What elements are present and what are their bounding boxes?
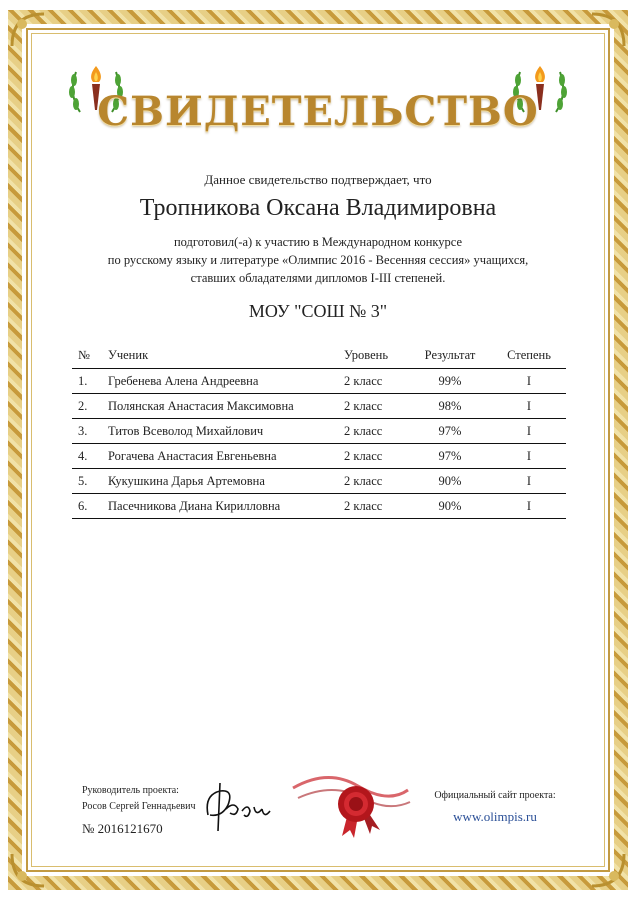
leader-name: Росов Сергей Геннадьевич [82,801,196,812]
row-degree: I [492,394,566,419]
certificate-intro: Данное свидетельство подтверждает, что [204,172,432,187]
row-student: Титов Всеволод Михайлович [106,419,342,444]
row-level: 2 класс [342,444,408,469]
certificate-description [60,233,576,287]
row-num: 2. [72,394,106,419]
site-block [430,787,560,828]
row-degree: I [492,419,566,444]
description-line: подготовил(-а) к участию в Международном конкурсе [173,235,463,249]
row-num: 4. [72,444,106,469]
site-link[interactable]: www.olimpis.ru [453,809,537,824]
row-result: 97% [408,419,492,444]
row-result: 90% [408,469,492,494]
row-student: Полянская Анастасия Максимовна [106,394,342,419]
row-num: 5. [72,469,106,494]
description-line: по русскому языку и литературе «Олимпис 2016 - Весенняя сессия» учащихся, [107,253,529,268]
row-degree: I [492,444,566,469]
table-row [72,394,566,419]
table-row [72,444,566,469]
results-table [72,343,566,519]
corner-ornament-icon [590,852,626,888]
certificate-title: СВИДЕТЕЛЬСТВО [97,88,539,135]
wax-seal-icon [288,768,413,838]
row-student: Рогачева Анастасия Евгеньевна [106,444,342,469]
corner-ornament-icon [10,12,46,48]
header-num: № [72,343,106,369]
row-level: 2 класс [342,419,408,444]
row-degree: I [492,469,566,494]
table-row [72,469,566,494]
signature-icon [198,775,278,837]
row-level: 2 класс [342,469,408,494]
table-row [72,494,566,519]
header-result: Результат [408,343,492,369]
header-level: Уровень [342,343,408,369]
row-student: Гребенева Алена Андреевна [106,369,342,394]
row-num: 6. [72,494,106,519]
corner-ornament-icon [590,12,626,48]
description-line: ставших обладателями дипломов I-III степеней. [190,271,446,286]
row-level: 2 класс [342,394,408,419]
recipient-name: Тропникова Оксана Владимировна [139,195,497,221]
table-row [72,419,566,444]
certificate-number: № 2016121670 [82,821,163,836]
table-header-row [72,343,566,369]
site-label: Официальный сайт проекта: [434,790,556,801]
row-result: 90% [408,494,492,519]
row-degree: I [492,494,566,519]
row-student: Пасечникова Диана Кирилловна [106,494,342,519]
table-row [72,369,566,394]
project-leader-block [82,783,196,840]
row-result: 98% [408,394,492,419]
row-num: 3. [72,419,106,444]
leader-label: Руководитель проекта: [82,785,179,796]
header-degree: Степень [492,343,566,369]
row-result: 97% [408,444,492,469]
row-num: 1. [72,369,106,394]
row-student: Кукушкина Дарья Артемовна [106,469,342,494]
row-level: 2 класс [342,369,408,394]
corner-ornament-icon [10,852,46,888]
row-level: 2 класс [342,494,408,519]
school-name: МОУ "СОШ № 3" [248,301,388,321]
row-degree: I [492,369,566,394]
header-student: Ученик [106,343,342,369]
row-result: 99% [408,369,492,394]
